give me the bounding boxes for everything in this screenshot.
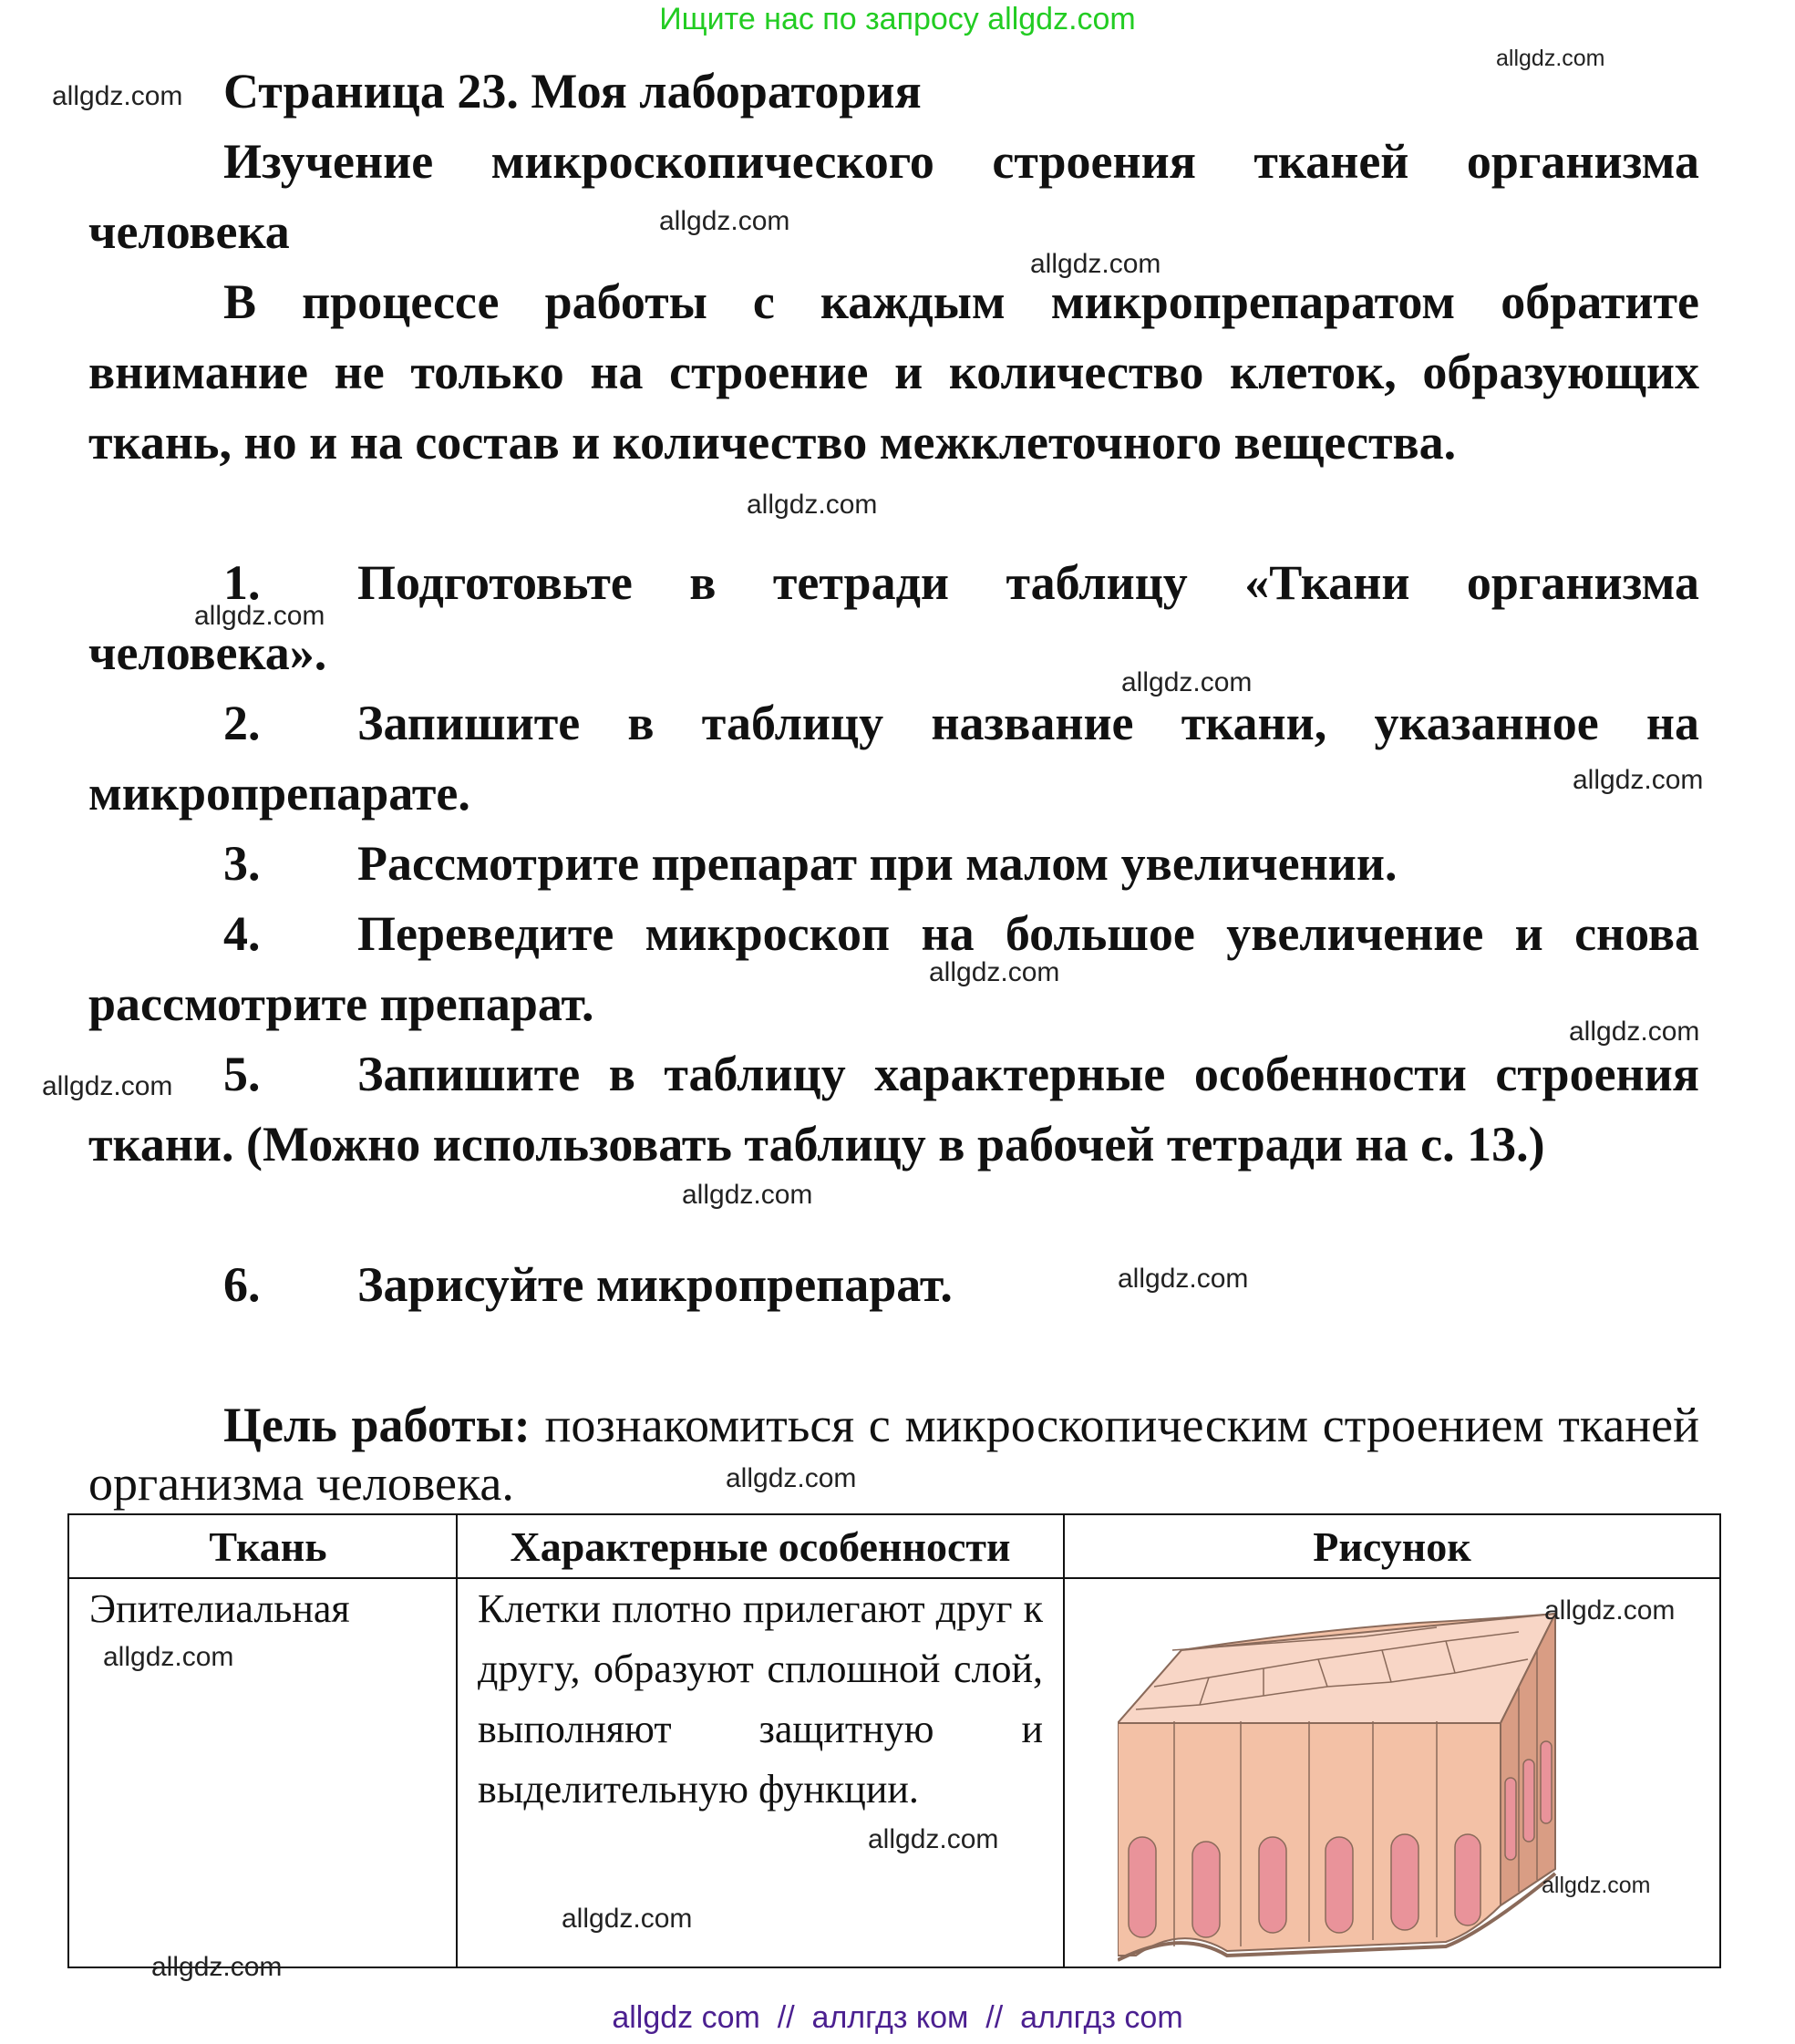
table-row — [68, 1578, 1720, 1967]
goal-label: Цель работы: — [223, 1398, 531, 1452]
step-6 — [88, 1250, 1699, 1320]
watermark: allgdz.com — [1030, 249, 1161, 279]
tissue-table — [67, 1513, 1721, 1968]
footer-links: allgdz com // аллгдз ком // аллгдз com — [612, 2000, 1183, 2035]
watermark: allgdz.com — [103, 1642, 234, 1672]
step-number: 5. — [223, 1047, 261, 1101]
page-title: Страница 23. Моя лаборатория — [223, 64, 922, 119]
watermark: allgdz.com — [151, 1952, 283, 1982]
watermark: allgdz.com — [52, 81, 183, 111]
watermark: allgdz.com — [868, 1824, 999, 1854]
step-5 — [88, 1039, 1699, 1180]
step-text: Рассмотрите препарат при малом увеличении. — [357, 836, 1398, 891]
watermark: allgdz.com — [682, 1180, 813, 1210]
step-text: Переведите микроскоп на большое увеличение и снова рассмотрите препарат. — [88, 906, 1699, 1031]
watermark: allgdz.com — [1118, 1264, 1249, 1294]
watermark: allgdz.com — [1573, 765, 1704, 795]
goal-paragraph — [88, 1396, 1699, 1512]
cell-features: Клетки плотно прилегают друг к другу, образуют сплошной слой, выполняют защитную и выделительную функции. — [457, 1578, 1064, 1967]
epithelium-illustration — [1118, 1595, 1592, 1978]
watermark: allgdz.com — [1542, 1873, 1651, 1898]
step-3 — [88, 829, 1699, 899]
step-number: 4. — [223, 906, 261, 961]
intro-paragraph: В процессе работы с каждым микропрепаратом обратите внимание не только на строение и количество клеток, образующих ткань, но и на состав и количество межклеточного вещества. — [88, 274, 1699, 470]
step-text: Запишите в таблицу характерные особенности строения ткани. (Можно использовать таблицу в рабочей тетради на с. 13.) — [88, 1047, 1699, 1172]
step-1 — [88, 548, 1699, 688]
watermark: allgdz.com — [726, 1463, 857, 1493]
step-number: 3. — [223, 836, 261, 891]
watermark: allgdz.com — [1121, 667, 1253, 697]
step-text: Запишите в таблицу название ткани, указанное на микропрепарате. — [88, 696, 1699, 821]
watermark: allgdz.com — [659, 206, 790, 236]
step-number: 6. — [223, 1257, 261, 1312]
watermark: allgdz.com — [194, 601, 325, 631]
step-text: Подготовьте в тетради таблицу «Ткани организма человека». — [88, 555, 1699, 680]
watermark: allgdz.com — [562, 1904, 693, 1934]
step-number: 1. — [223, 555, 261, 610]
header-features: Характерные особенности — [457, 1514, 1064, 1578]
header-tissue: Ткань — [68, 1514, 457, 1578]
step-number: 2. — [223, 696, 261, 750]
watermark: allgdz.com — [747, 490, 878, 520]
step-4 — [88, 899, 1699, 1039]
watermark: allgdz.com — [1569, 1017, 1700, 1047]
cell-tissue: Эпителиальная — [68, 1578, 457, 1967]
goal-text: познакомиться с микроскопическим строением тканей организма человека. — [88, 1398, 1699, 1511]
cell-drawing — [1064, 1578, 1720, 1967]
watermark: allgdz.com — [1496, 46, 1605, 71]
step-text: Зарисуйте микропрепарат. — [357, 1257, 953, 1312]
watermark: allgdz.com — [42, 1071, 173, 1101]
step-2 — [88, 688, 1699, 829]
header-drawing: Рисунок — [1064, 1514, 1720, 1578]
watermark: allgdz.com — [1544, 1595, 1676, 1626]
lab-subtitle: Изучение микроскопического строения тканей организма человека — [88, 134, 1699, 259]
table-header-row — [68, 1514, 1720, 1578]
search-banner: Ищите нас по запросу allgdz.com — [659, 2, 1136, 36]
watermark: allgdz.com — [929, 957, 1060, 987]
